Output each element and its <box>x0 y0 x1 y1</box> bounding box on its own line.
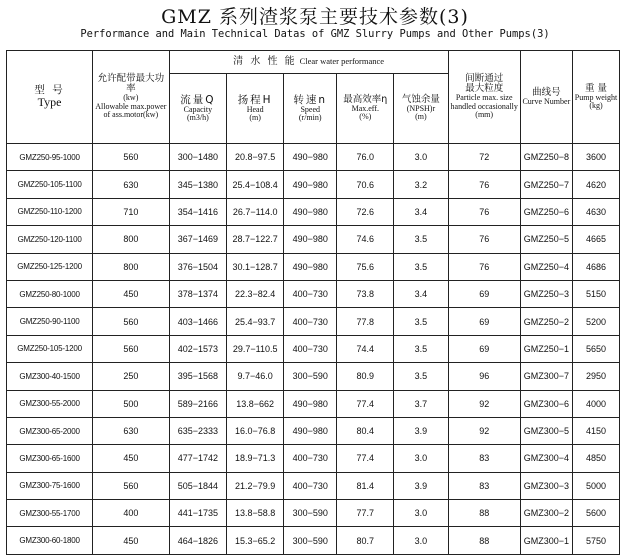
header-power-cn-unit: (kw) <box>123 93 139 103</box>
table-row <box>7 445 620 472</box>
cell-speed: 400−730 <box>284 308 337 335</box>
cell-npsh: 3.0 <box>394 144 449 171</box>
page-title: GMZ 系列渣浆泵主要技术参数(3) <box>161 6 469 28</box>
cell-curve: GMZ300−5 <box>520 417 572 444</box>
pump-spec-table <box>6 50 620 555</box>
cell-speed: 400−730 <box>284 335 337 362</box>
cell-head: 30.1−128.7 <box>227 253 284 280</box>
cell-power: 560 <box>93 308 169 335</box>
cell-power: 800 <box>93 226 169 253</box>
cell-power: 800 <box>93 253 169 280</box>
cell-capacity: 300−1480 <box>169 144 227 171</box>
cell-particle: 69 <box>448 335 520 362</box>
cell-capacity: 589−2166 <box>169 390 227 417</box>
cell-capacity: 402−1573 <box>169 335 227 362</box>
cell-head: 22.3−82.4 <box>227 280 284 307</box>
cell-head: 9.7−46.0 <box>227 363 284 390</box>
cell-eff: 81.4 <box>337 472 394 499</box>
header-eff-en: Max.eff. <box>351 104 379 114</box>
cell-type: GMZ250-90-1100 <box>7 308 93 335</box>
cell-type: GMZ300-75-1600 <box>7 472 93 499</box>
cell-curve: GMZ300−4 <box>520 445 572 472</box>
cell-power: 250 <box>93 363 169 390</box>
cell-head: 26.7−114.0 <box>227 198 284 225</box>
cell-speed: 490−980 <box>284 390 337 417</box>
cell-speed: 490−980 <box>284 198 337 225</box>
cell-eff: 80.7 <box>337 527 394 554</box>
cell-power: 560 <box>93 335 169 362</box>
header-capacity-en: Capacity <box>183 104 213 114</box>
cell-weight: 4620 <box>573 171 620 198</box>
header-capacity-cn: 流量Q <box>180 93 216 106</box>
cell-power: 400 <box>93 500 169 527</box>
cell-curve: GMZ300−6 <box>520 390 572 417</box>
header-weight <box>573 51 620 144</box>
header-type <box>7 51 93 144</box>
header-perf-en: Clear water performance <box>299 55 385 66</box>
header-perf-cn: 清 水 性 能 <box>233 55 297 67</box>
cell-npsh: 3.5 <box>394 253 449 280</box>
cell-weight: 5750 <box>573 527 620 554</box>
header-power-en: Allowable max.power of ass.motor(kw) <box>95 101 167 120</box>
cell-npsh: 3.0 <box>394 527 449 554</box>
table-row <box>7 144 620 171</box>
cell-speed: 400−730 <box>284 472 337 499</box>
header-npsh-cn: 气蚀余量 <box>401 94 440 106</box>
cell-speed: 300−590 <box>284 527 337 554</box>
cell-particle: 96 <box>448 363 520 390</box>
cell-type: GMZ300-40-1500 <box>7 363 93 390</box>
cell-type: GMZ300-65-1600 <box>7 445 93 472</box>
table-row <box>7 390 620 417</box>
cell-eff: 80.4 <box>337 417 394 444</box>
header-speed <box>284 74 337 144</box>
cell-particle: 88 <box>448 500 520 527</box>
table-row <box>7 417 620 444</box>
cell-type: GMZ250-95-1000 <box>7 144 93 171</box>
header-npsh <box>394 74 449 144</box>
cell-npsh: 3.7 <box>394 390 449 417</box>
cell-npsh: 3.0 <box>394 500 449 527</box>
table-row <box>7 226 620 253</box>
header-capacity-unit: (m3/h) <box>187 113 209 122</box>
header-head-en: Head <box>246 104 264 114</box>
header-particle-cn1: 间断通过 <box>465 73 504 85</box>
cell-capacity: 441−1735 <box>169 500 227 527</box>
cell-eff: 77.4 <box>337 390 394 417</box>
cell-head: 16.0−76.8 <box>227 417 284 444</box>
cell-particle: 76 <box>448 226 520 253</box>
cell-curve: GMZ250−8 <box>520 144 572 171</box>
header-weight-unit: (kg) <box>589 100 603 110</box>
cell-weight: 4665 <box>573 226 620 253</box>
cell-capacity: 378−1374 <box>169 280 227 307</box>
table-row <box>7 253 620 280</box>
cell-head: 20.8−97.5 <box>227 144 284 171</box>
header-eff-unit: (%) <box>359 112 372 122</box>
cell-power: 450 <box>93 527 169 554</box>
cell-npsh: 3.5 <box>394 308 449 335</box>
cell-eff: 77.8 <box>337 308 394 335</box>
cell-particle: 92 <box>448 390 520 417</box>
header-clear-water-performance <box>169 51 448 74</box>
cell-curve: GMZ300−2 <box>520 500 572 527</box>
cell-speed: 400−730 <box>284 445 337 472</box>
cell-particle: 69 <box>448 308 520 335</box>
header-weight-cn: 重 量 <box>585 82 608 94</box>
cell-eff: 73.8 <box>337 280 394 307</box>
cell-capacity: 354−1416 <box>169 198 227 225</box>
cell-curve: GMZ250−1 <box>520 335 572 362</box>
cell-head: 25.4−93.7 <box>227 308 284 335</box>
header-particle-cn2: 最大粒度 <box>465 83 504 95</box>
header-speed-unit: (r/min) <box>298 113 322 122</box>
cell-power: 560 <box>93 472 169 499</box>
cell-weight: 5600 <box>573 500 620 527</box>
cell-eff: 74.4 <box>337 335 394 362</box>
cell-head: 15.3−65.2 <box>227 527 284 554</box>
header-row-group <box>7 51 620 74</box>
header-speed-cn: 转速n <box>293 93 328 106</box>
cell-speed: 490−980 <box>284 226 337 253</box>
cell-particle: 69 <box>448 280 520 307</box>
cell-weight: 2950 <box>573 363 620 390</box>
cell-curve: GMZ250−2 <box>520 308 572 335</box>
cell-particle: 72 <box>448 144 520 171</box>
cell-npsh: 3.5 <box>394 335 449 362</box>
cell-capacity: 395−1568 <box>169 363 227 390</box>
header-type-en: Type <box>37 95 62 110</box>
cell-type: GMZ300-55-2000 <box>7 390 93 417</box>
cell-curve: GMZ250−4 <box>520 253 572 280</box>
table-row <box>7 308 620 335</box>
cell-npsh: 3.2 <box>394 171 449 198</box>
cell-head: 21.2−79.9 <box>227 472 284 499</box>
cell-curve: GMZ250−6 <box>520 198 572 225</box>
header-head-cn: 扬程H <box>237 93 273 106</box>
cell-weight: 4630 <box>573 198 620 225</box>
cell-particle: 83 <box>448 472 520 499</box>
cell-head: 13.8−58.8 <box>227 500 284 527</box>
cell-power: 630 <box>93 171 169 198</box>
header-power <box>93 51 169 144</box>
header-curve <box>520 51 572 144</box>
table-row <box>7 472 620 499</box>
cell-weight: 5000 <box>573 472 620 499</box>
cell-eff: 75.6 <box>337 253 394 280</box>
cell-head: 28.7−122.7 <box>227 226 284 253</box>
cell-capacity: 376−1504 <box>169 253 227 280</box>
cell-particle: 92 <box>448 417 520 444</box>
cell-npsh: 3.9 <box>394 417 449 444</box>
cell-particle: 88 <box>448 527 520 554</box>
table-row <box>7 363 620 390</box>
header-power-cn: 允许配带最大功率 <box>97 73 165 95</box>
cell-head: 29.7−110.5 <box>227 335 284 362</box>
cell-weight: 3600 <box>573 144 620 171</box>
cell-curve: GMZ250−3 <box>520 280 572 307</box>
table-row <box>7 171 620 198</box>
header-npsh-en: (NPSH)r <box>406 104 436 114</box>
cell-weight: 4000 <box>573 390 620 417</box>
cell-particle: 76 <box>448 198 520 225</box>
cell-npsh: 3.9 <box>394 472 449 499</box>
cell-capacity: 367−1469 <box>169 226 227 253</box>
cell-power: 450 <box>93 280 169 307</box>
cell-weight: 5650 <box>573 335 620 362</box>
cell-npsh: 3.5 <box>394 363 449 390</box>
cell-eff: 77.7 <box>337 500 394 527</box>
cell-curve: GMZ300−7 <box>520 363 572 390</box>
header-weight-en: Pump weight <box>574 92 618 102</box>
cell-curve: GMZ300−1 <box>520 527 572 554</box>
header-type-cn: 型 号 <box>34 84 65 97</box>
table-row <box>7 500 620 527</box>
header-capacity <box>169 74 227 144</box>
cell-capacity: 505−1844 <box>169 472 227 499</box>
cell-type: GMZ250-105-1100 <box>7 171 93 198</box>
cell-weight: 4686 <box>573 253 620 280</box>
cell-power: 710 <box>93 198 169 225</box>
header-eff <box>337 74 394 144</box>
cell-weight: 4850 <box>573 445 620 472</box>
cell-capacity: 464−1826 <box>169 527 227 554</box>
header-curve-cn: 曲线号 <box>532 86 561 98</box>
cell-speed: 490−980 <box>284 417 337 444</box>
cell-curve: GMZ300−3 <box>520 472 572 499</box>
cell-npsh: 3.4 <box>394 280 449 307</box>
cell-capacity: 403−1466 <box>169 308 227 335</box>
cell-capacity: 345−1380 <box>169 171 227 198</box>
cell-eff: 76.0 <box>337 144 394 171</box>
cell-speed: 490−980 <box>284 253 337 280</box>
cell-capacity: 635−2333 <box>169 417 227 444</box>
cell-eff: 80.9 <box>337 363 394 390</box>
table-row <box>7 280 620 307</box>
cell-eff: 77.4 <box>337 445 394 472</box>
table-row <box>7 198 620 225</box>
cell-eff: 74.6 <box>337 226 394 253</box>
cell-npsh: 3.5 <box>394 226 449 253</box>
header-particle <box>448 51 520 144</box>
cell-type: GMZ300-55-1700 <box>7 500 93 527</box>
table-row <box>7 335 620 362</box>
cell-head: 13.8−662 <box>227 390 284 417</box>
cell-weight: 4150 <box>573 417 620 444</box>
cell-npsh: 3.4 <box>394 198 449 225</box>
cell-power: 450 <box>93 445 169 472</box>
header-particle-en: Particle max. size handled occasionally <box>450 93 518 111</box>
cell-type: GMZ250-105-1200 <box>7 335 93 362</box>
header-speed-en: Speed <box>300 104 320 114</box>
table-row <box>7 527 620 554</box>
cell-power: 630 <box>93 417 169 444</box>
cell-eff: 72.6 <box>337 198 394 225</box>
cell-speed: 300−590 <box>284 500 337 527</box>
cell-speed: 490−980 <box>284 171 337 198</box>
cell-npsh: 3.0 <box>394 445 449 472</box>
cell-type: GMZ250-125-1200 <box>7 253 93 280</box>
cell-power: 500 <box>93 390 169 417</box>
cell-head: 18.9−71.3 <box>227 445 284 472</box>
cell-type: GMZ300-60-1800 <box>7 527 93 554</box>
header-head-unit: (m) <box>249 113 261 122</box>
cell-type: GMZ300-65-2000 <box>7 417 93 444</box>
header-npsh-unit: (m) <box>415 112 427 122</box>
header-curve-en: Curve Number <box>522 96 571 106</box>
cell-head: 25.4−108.4 <box>227 171 284 198</box>
cell-particle: 83 <box>448 445 520 472</box>
cell-speed: 490−980 <box>284 144 337 171</box>
cell-speed: 400−730 <box>284 280 337 307</box>
cell-curve: GMZ250−5 <box>520 226 572 253</box>
cell-weight: 5150 <box>573 280 620 307</box>
cell-speed: 300−590 <box>284 363 337 390</box>
cell-type: GMZ250-110-1200 <box>7 198 93 225</box>
header-particle-unit: (mm) <box>475 110 494 120</box>
cell-eff: 70.6 <box>337 171 394 198</box>
cell-power: 560 <box>93 144 169 171</box>
table-body <box>7 144 620 555</box>
cell-weight: 5200 <box>573 308 620 335</box>
cell-type: GMZ250-80-1000 <box>7 280 93 307</box>
header-head <box>227 74 284 144</box>
cell-type: GMZ250-120-1100 <box>7 226 93 253</box>
cell-particle: 76 <box>448 171 520 198</box>
cell-particle: 76 <box>448 253 520 280</box>
cell-capacity: 477−1742 <box>169 445 227 472</box>
header-eff-cn: 最高效率η <box>343 94 388 106</box>
page-subtitle: Performance and Main Technical Datas of GMZ Slurry Pumps and Other Pumps(3) <box>80 28 550 40</box>
cell-curve: GMZ250−7 <box>520 171 572 198</box>
